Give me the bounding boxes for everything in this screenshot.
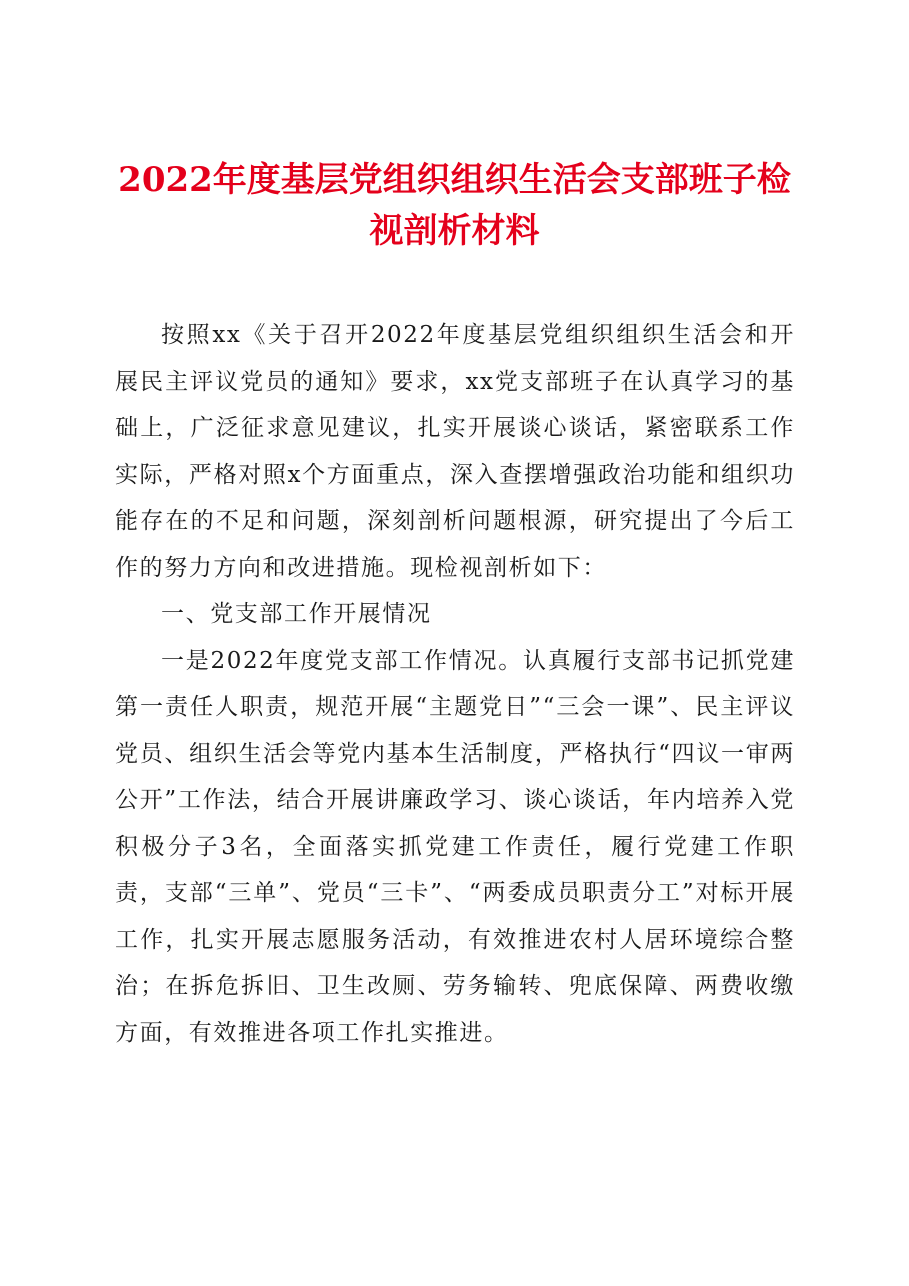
document-title: 2022年度基层党组织组织生活会支部班子检视剖析材料 — [118, 160, 791, 251]
section-heading: 一、党支部工作开展情况 — [161, 601, 432, 627]
work-status-paragraph: 一是2022年度党支部工作情况。认真履行支部书记抓党建第一责任人职责，规范开展“主题党日”“三会一课”、民主评议党员、组织生活会等党内基本生活制度，严格执行“四议一审两公开”工作法，结合开展讲廉政学习、谈心谈话，年内培养入党积极分子3名，全面落实抓党建工作责任，履行党建工作职责，支部“三单”、党员“三卡”、“两委成员职责分工”对标开展工作，扎实开展志愿服务活动，有效推进农村人居环境综合整治；在拆危拆旧、卫生改厕、劳务输转、兜底保障、两费收缴方面，有效推进各项工作扎实推进。 — [115, 647, 795, 1046]
intro-paragraph: 按照xx《关于召开2022年度基层党组织组织生活会和开展民主评议党员的通知》要求，xx党支部班子在认真学习的基础上，广泛征求意见建议，扎实开展谈心谈话，紧密联系工作实际，严格对照x个方面重点，深入查摆增强政治功能和组织功能存在的不足和问题，深刻剖析问题根源，研究提出了今后工作的努力方向和改进措施。现检视剖析如下： — [115, 322, 795, 581]
document-body — [115, 312, 795, 1056]
